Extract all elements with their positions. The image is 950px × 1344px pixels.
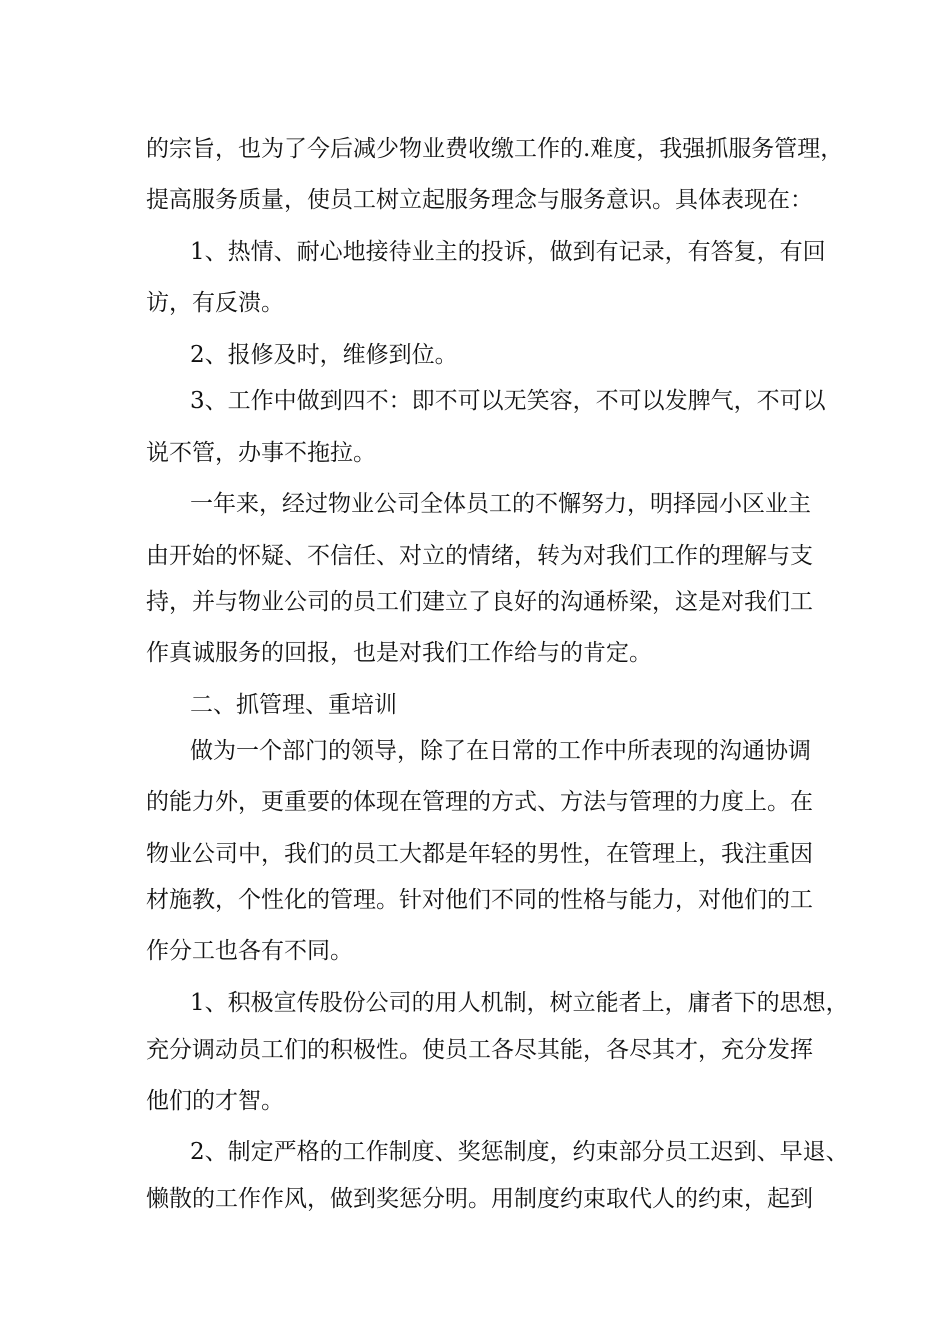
text-line-2: 提高服务质量，使员工树立起服务理念与服务意识。具体表现在：: [146, 187, 813, 213]
text-line-16: 材施教，个性化的管理。针对他们不同的性格与能力，对他们的工: [146, 887, 813, 913]
text-line-22: 懒散的工作作风，做到奖惩分明。用制度约束取代人的约束，起到: [146, 1186, 813, 1212]
text-line-4: 访，有反溃。: [146, 290, 284, 316]
text-line-15: 物业公司中，我们的员工大都是年轻的男性，在管理上，我注重因: [146, 841, 813, 867]
text-line-5: 2、报修及时，维修到位。: [190, 342, 458, 368]
text-line-6: 3、工作中做到四不：即不可以无笑容，不可以发脾气，不可以: [190, 388, 826, 414]
text-line-9: 由开始的怀疑、不信任、对立的情绪，转为对我们工作的理解与支: [146, 543, 813, 569]
text-line-3: 1、热情、耐心地接待业主的投诉，做到有记录，有答复，有回: [190, 239, 826, 265]
text-line-12: 二、抓管理、重培训: [190, 692, 397, 718]
text-line-18: 1、积极宣传股份公司的用人机制，树立能者上，庸者下的思想，: [190, 990, 849, 1016]
text-line-20: 他们的才智。: [146, 1088, 284, 1114]
text-line-21: 2、制定严格的工作制度、奖惩制度，约束部分员工迟到、早退、: [190, 1139, 849, 1165]
text-line-14: 的能力外，更重要的体现在管理的方式、方法与管理的力度上。在: [146, 789, 813, 815]
text-line-11: 作真诚服务的回报，也是对我们工作给与的肯定。: [146, 640, 652, 666]
text-line-10: 持，并与物业公司的员工们建立了良好的沟通桥梁，这是对我们工: [146, 589, 813, 615]
text-line-8: 一年来，经过物业公司全体员工的不懈努力，明择园小区业主: [190, 491, 811, 517]
text-line-7: 说不管，办事不拖拉。: [146, 440, 376, 466]
text-line-17: 作分工也各有不同。: [146, 938, 353, 964]
text-line-13: 做为一个部门的领导，除了在日常的工作中所表现的沟通协调: [190, 738, 811, 764]
text-line-19: 充分调动员工们的积极性。使员工各尽其能，各尽其才，充分发挥: [146, 1037, 813, 1063]
text-line-1: 的宗旨，也为了今后减少物业费收缴工作的.难度，我强抓服务管理，: [146, 136, 844, 162]
